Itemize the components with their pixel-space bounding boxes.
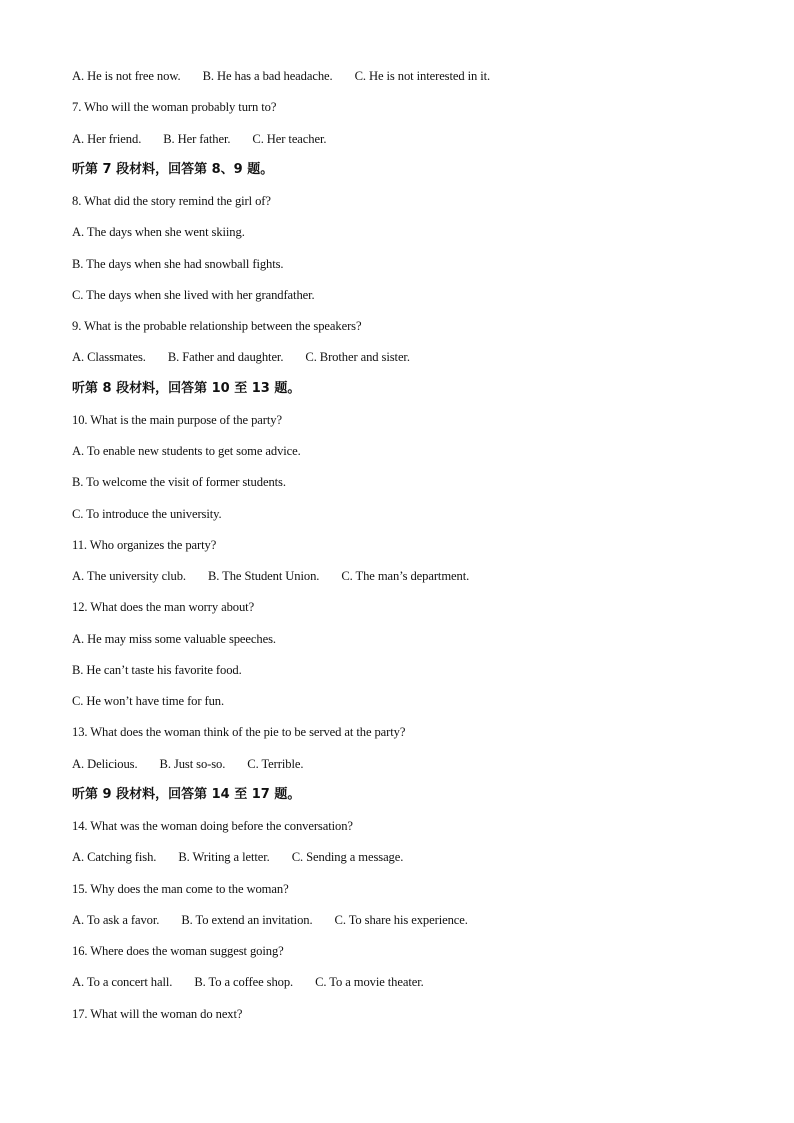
- answer-options: [72, 972, 446, 992]
- answer-option: B. Writing a letter.: [178, 850, 270, 865]
- answer-option: C. Brother and sister.: [305, 350, 410, 365]
- question-text: 9. What is the probable relationship between the speakers?: [72, 319, 362, 333]
- answer-choice: C. The days when she lived with her grandfather.: [72, 287, 315, 302]
- answer-option: A. Delicious.: [72, 756, 138, 771]
- answer-option: B. He has a bad headache.: [202, 69, 333, 83]
- answer-option: B. To extend an invitation.: [181, 912, 313, 927]
- answer-option: B. Father and daughter.: [167, 350, 284, 365]
- question-text: 10. What is the main purpose of the party?: [72, 412, 282, 427]
- question-text: 8. What did the story remind the girl of?: [72, 194, 271, 208]
- answer-choice: C. He won’t have time for fun.: [72, 694, 225, 708]
- section-heading: 听第 8 段材料，回答第 10 至 13 题。: [72, 380, 301, 396]
- question-text: 13. What does the woman think of the pie to be served at the party?: [72, 725, 406, 740]
- answer-option: B. Just so-so.: [159, 756, 226, 771]
- answer-options: [72, 129, 348, 149]
- answer-option: C. To a movie theater.: [315, 975, 424, 990]
- answer-options: [72, 66, 512, 86]
- answer-choice: A. To enable new students to get some advice.: [72, 444, 301, 458]
- answer-option: A. He is not free now.: [72, 69, 181, 83]
- answer-choice: B. He can’t taste his favorite food.: [72, 662, 242, 677]
- answer-option: B. Her father.: [163, 131, 231, 146]
- answer-choice: A. The days when she went skiing.: [72, 225, 245, 240]
- answer-option: C. To share his experience.: [334, 912, 468, 927]
- section-heading: 听第 7 段材料，回答第 8、9 题。: [72, 161, 274, 177]
- answer-choice: B. The days when she had snowball fights.: [72, 256, 284, 271]
- answer-option: C. The man’s department.: [341, 569, 470, 583]
- answer-option: C. He is not interested in it.: [354, 69, 491, 83]
- question-text: 11. Who organizes the party?: [72, 537, 217, 552]
- answer-options: [72, 566, 491, 586]
- answer-options: [72, 847, 425, 867]
- answer-option: A. Classmates.: [72, 350, 146, 365]
- question-text: 16. Where does the woman suggest going?: [72, 944, 284, 958]
- question-text: 17. What will the woman do next?: [72, 1006, 243, 1021]
- question-text: 14. What was the woman doing before the conversation?: [72, 819, 353, 833]
- answer-choice: A. He may miss some valuable speeches.: [72, 631, 276, 646]
- answer-option: A. The university club.: [72, 569, 186, 583]
- answer-option: C. Sending a message.: [291, 850, 404, 865]
- answer-choice: C. To introduce the university.: [72, 506, 222, 521]
- section-heading: 听第 9 段材料，回答第 14 至 17 题。: [72, 786, 301, 802]
- answer-options: [72, 754, 325, 774]
- question-text: 7. Who will the woman probably turn to?: [72, 100, 277, 115]
- answer-options: [72, 347, 432, 367]
- answer-option: A. Her friend.: [72, 131, 142, 146]
- answer-option: C. Terrible.: [247, 756, 304, 771]
- answer-option: A. To ask a favor.: [72, 912, 160, 927]
- question-text: 15. Why does the man come to the woman?: [72, 881, 289, 896]
- question-text: 12. What does the man worry about?: [72, 600, 255, 615]
- answer-option: B. To a coffee shop.: [194, 975, 294, 990]
- answer-options: [72, 910, 490, 930]
- answer-option: C. Her teacher.: [252, 131, 327, 146]
- answer-choice: B. To welcome the visit of former students.: [72, 475, 286, 490]
- answer-option: B. The Student Union.: [207, 569, 320, 583]
- answer-option: A. To a concert hall.: [72, 975, 173, 990]
- answer-option: A. Catching fish.: [72, 850, 157, 865]
